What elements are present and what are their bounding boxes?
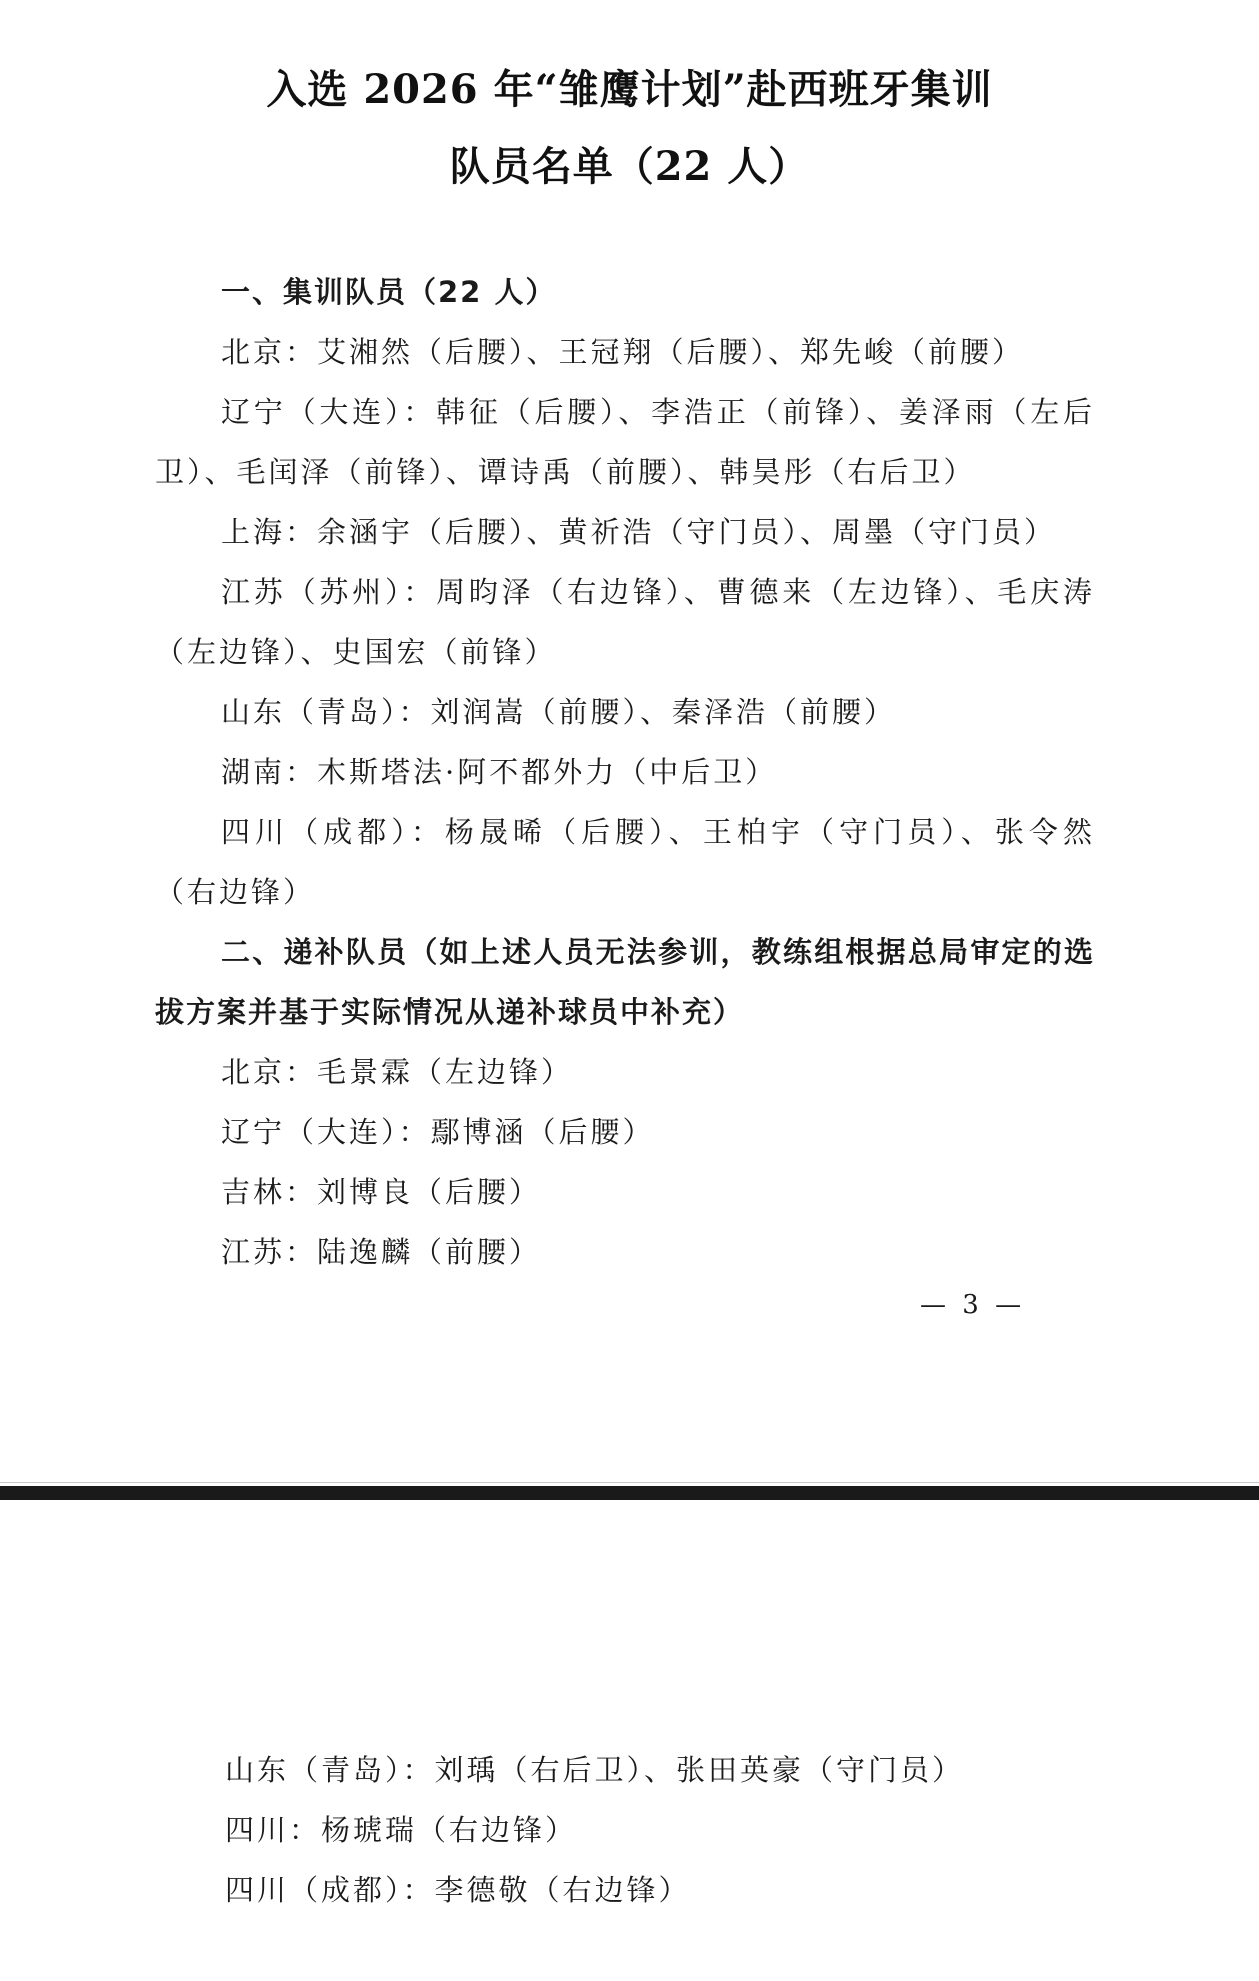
roster-entry-beijing: 北京：艾湘然（后腰）、王冠翔（后腰）、郑先峻（前腰）: [221, 335, 1025, 369]
reserve-entry-jiangsu: 江苏：陆逸麟（前腰）: [221, 1235, 542, 1269]
document-title-line-2: 队员名单（22 人）: [449, 143, 810, 190]
roster-entry-hunan: 湖南：木斯塔法·阿不都外力（中后卫）: [221, 755, 778, 789]
reserve-entry-beijing: 北京：毛景霖（左边锋）: [221, 1055, 574, 1089]
roster-entry-shanghai: 上海：余涵宇（后腰）、黄祈浩（守门员）、周墨（守门员）: [221, 515, 1057, 549]
roster-entry-jiangsu-suzhou: 江苏（苏州）：周昀泽（右边锋）、曹德来（左边锋）、毛庆涛（左边锋）、史国宏（前锋）: [155, 575, 1095, 669]
roster-entry-liaoning-dalian: 辽宁（大连）：韩征（后腰）、李浩正（前锋）、姜泽雨（左后卫）、毛闰泽（前锋）、谭诗禹（前腰）、韩昊彤（右后卫）: [155, 395, 1095, 489]
reserve-entry-sichuan: 四川：杨琥瑞（右边锋）: [225, 1813, 578, 1847]
roster-content: [155, 262, 1095, 1282]
roster-entry-sichuan-chengdu: 四川（成都）：杨晟晞（后腰）、王柏宇（守门员）、张令然（右边锋）: [155, 815, 1095, 909]
page-edge-line: [0, 1482, 1259, 1483]
section-1-heading: 一、集训队员（22 人）: [221, 275, 557, 309]
roster-entry-shandong-qingdao: 山东（青岛）：刘润嵩（前腰）、秦泽浩（前腰）: [221, 695, 897, 729]
page-separator: [0, 1486, 1259, 1500]
continued-reserve-content: [225, 1740, 1165, 1920]
reserve-entry-shandong-qingdao: 山东（青岛）：刘瑀（右后卫）、张田英豪（守门员）: [225, 1753, 965, 1787]
document-title-line-1: 入选 2026 年“雏鹰计划”赴西班牙集训: [266, 66, 993, 113]
reserve-entry-jilin: 吉林：刘博良（后腰）: [221, 1175, 542, 1209]
reserve-entry-sichuan-chengdu: 四川（成都）：李德敬（右边锋）: [225, 1873, 691, 1907]
section-2-heading: 二、递补队员（如上述人员无法参训，教练组根据总局审定的选拔方案并基于实际情况从递补球员中补充）: [155, 935, 1095, 1029]
reserve-entry-liaoning-dalian: 辽宁（大连）：鄢博涵（后腰）: [221, 1115, 655, 1149]
page-number: — 3 —: [920, 1290, 1026, 1320]
